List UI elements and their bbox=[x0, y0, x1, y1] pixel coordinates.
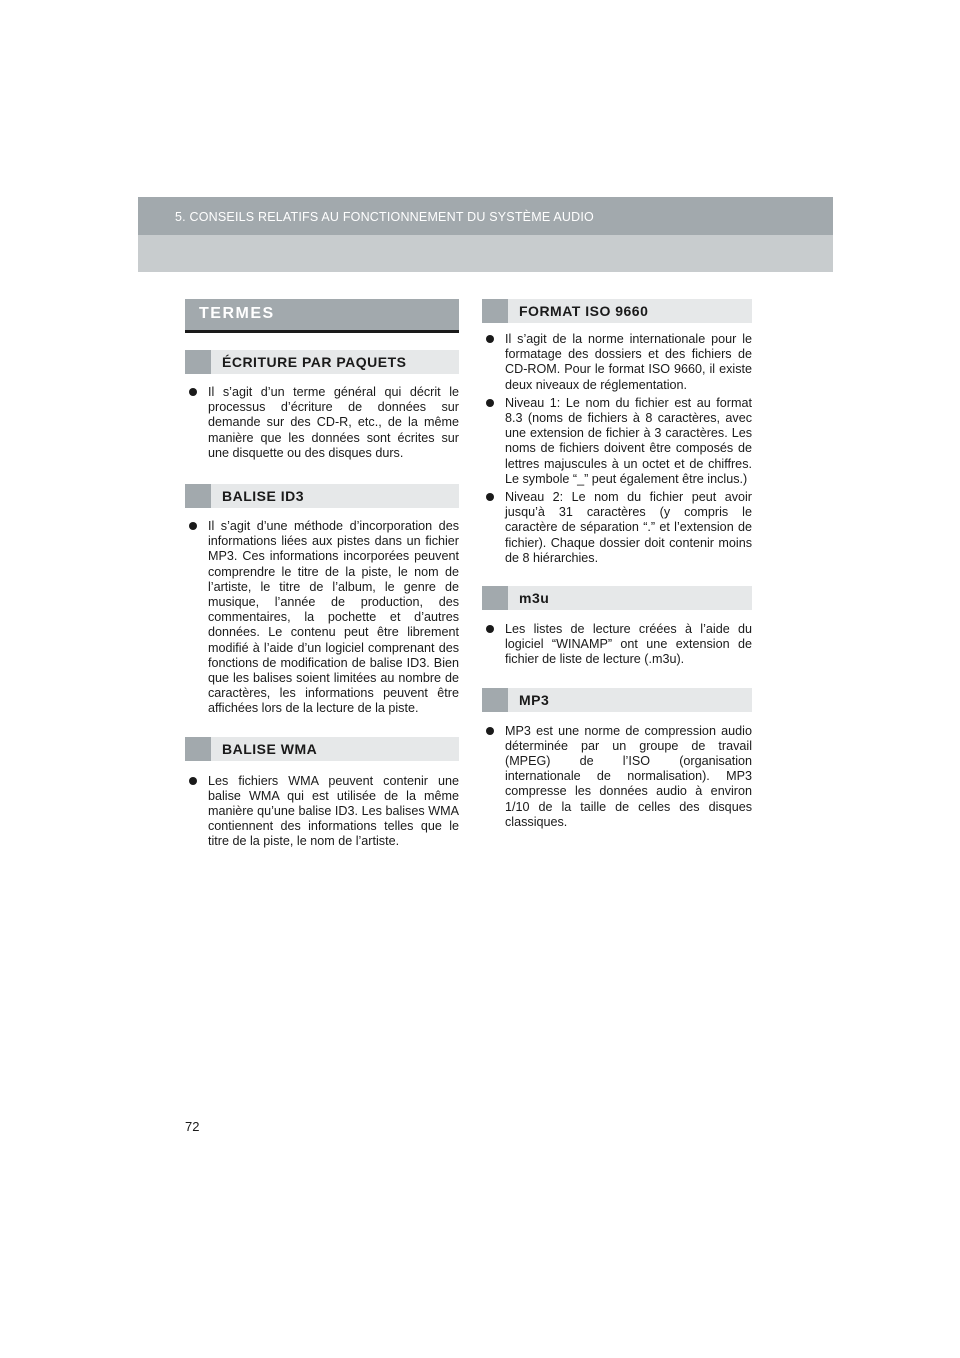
bullet-icon bbox=[189, 522, 197, 530]
list-item bbox=[482, 622, 752, 668]
subtitle-label: m3u bbox=[519, 590, 550, 607]
list-item-text: Niveau 2: Le nom du fichier peut avoir jusqu’à 31 caractères (y compris le caractère de séparation “.” et l’extension de fichier). Chaque dossier doit contenir moins de 8 hiérarchies. bbox=[505, 490, 752, 565]
subtitle-balise-wma bbox=[185, 737, 459, 761]
list-item-text: Il s’agit d’un terme général qui décrit le processus d’écriture de données sur demande sur des CD-R, etc., de la même manière que les données sont écrites sur une disquette ou des disques durs. bbox=[208, 385, 459, 460]
subtitle-label: ÉCRITURE PAR PAQUETS bbox=[222, 354, 407, 370]
bullet-icon bbox=[486, 727, 494, 735]
list-item bbox=[185, 774, 459, 850]
bullet-icon bbox=[189, 388, 197, 396]
list-item-text: Niveau 1: Le nom du fichier est au format 8.3 (noms de fichiers à 8 caractères, avec une extension de fichier à 3 caractères. Les noms de fichiers doivent être composés de lettres majuscules à un octet et de chiffres. Le symbole “_” peut également être inclus.) bbox=[505, 395, 752, 486]
right-column bbox=[482, 299, 752, 830]
list-item-text: Les fichiers WMA peuvent contenir une balise WMA qui est utilisée de la même manière qu’une balise ID3. Les balises WMA contiennent des informations telles que le titre de la piste, le nom de l’artiste. bbox=[208, 773, 459, 849]
list-item bbox=[482, 332, 752, 393]
section-title: 5. CONSEILS RELATIFS AU FONCTIONNEMENT DU SYSTÈME AUDIO bbox=[175, 210, 594, 224]
subtitle-ecriture-par-paquets bbox=[185, 350, 459, 374]
main-title-label: TERMES bbox=[199, 305, 275, 322]
list-item bbox=[482, 396, 752, 487]
list-item bbox=[482, 490, 752, 566]
subtitle-label: MP3 bbox=[519, 691, 550, 708]
left-column bbox=[185, 299, 459, 850]
subtitle-label: BALISE ID3 bbox=[222, 488, 305, 505]
list-item-text: Il s’agit d’une méthode d’incorporation des informations liées aux pistes dans un fichier MP3. Ces informations incorporées peuvent comprendre le titre de la piste, le nom de l’artiste, le titre de l’album, le genre de musique, l’année de production, des commentaires, la pochette et d’autres données. Le contenu peut être librement modifié à l’aide d’un logiciel comprenant des fonctions de modification de balise ID3. Bien que les balises soient limitées au nombre de caractères, les informations peuvent être affichées lors de la lecture de la piste. bbox=[208, 519, 459, 716]
bullet-icon bbox=[486, 625, 494, 633]
bullet-icon bbox=[189, 777, 197, 785]
list-item-text: Les listes de lecture créées à l’aide du logiciel “WINAMP” ont une extension de fichier de liste de lecture (.m3u). bbox=[505, 622, 752, 667]
list-item bbox=[482, 724, 752, 830]
section-header bbox=[138, 197, 833, 272]
bullet-icon bbox=[486, 493, 494, 501]
subtitle-balise-id3 bbox=[185, 484, 459, 508]
main-title-termes bbox=[185, 299, 459, 333]
subtitle-label: FORMAT ISO 9660 bbox=[519, 303, 649, 319]
subtitle-mp3 bbox=[482, 688, 752, 712]
subtitle-format-iso-9660 bbox=[482, 299, 752, 323]
page-number: 72 bbox=[185, 1119, 200, 1134]
list-item-text: Il s’agit de la norme internationale pour le formatage des dossiers et des fichiers de CD-ROM. Pour le format ISO 9660, il existe deux niveaux de réglementation. bbox=[505, 332, 752, 392]
list-item bbox=[185, 519, 459, 717]
subtitle-m3u bbox=[482, 586, 752, 610]
bullet-icon bbox=[486, 399, 494, 407]
list-item-text: MP3 est une norme de compression audio déterminée par un groupe de travail (MPEG) de l’ISO (organisation internationale de normalisation). MP3 compresse les données audio à environ 1/10 de la taille de celles des disques classiques. bbox=[505, 723, 752, 829]
subtitle-label: BALISE WMA bbox=[222, 740, 318, 757]
section-header-bar bbox=[138, 197, 833, 235]
bullet-icon bbox=[486, 335, 494, 343]
list-item bbox=[185, 385, 459, 461]
